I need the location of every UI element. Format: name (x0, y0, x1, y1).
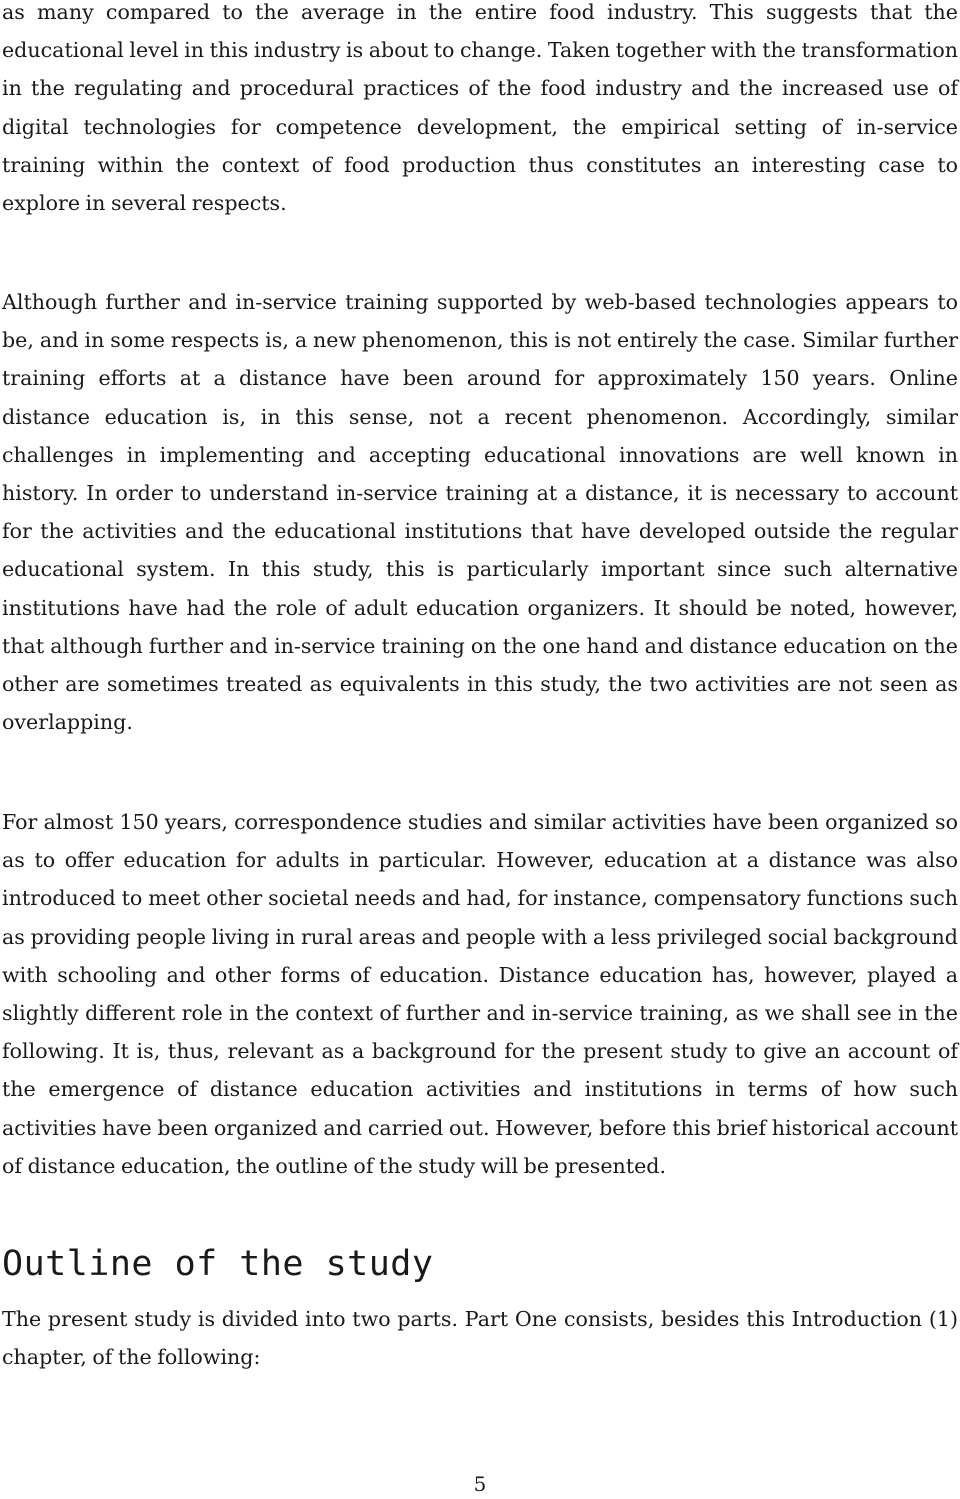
section-heading: Outline of the study (2, 1244, 434, 1284)
body-paragraph: Although further and in-service training supported by web-based technologies appears to be, and in some respects is, a new phenomenon, this is not entirely the case. Similar further training efforts at a distance have been around for approximately 150 years. Online distance education is, in this sense, not a recent phenomenon. Accordingly, similar challenges in implementing and accepting educational innovations are well known in history. In order to understand in-service training at a distance, it is necessary to account for the activities and the educational institutions that have developed outside the regular educational system. In this study, this is particularly important since such alternative institutions have had the role of adult education organizers. It should be noted, however, that although further and in-service training on the one hand and distance education on the other are sometimes treated as equivalents in this study, the two activities are not seen as overlapping. (2, 290, 958, 735)
body-paragraph: as many compared to the average in the entire food industry. This suggests that the educational level in this industry is about to change. Taken together with the transformation in the regulating and procedural practices of the food industry and the increased use of digital technologies for competence development, the empirical setting of in-service training within the context of food production thus constitutes an interesting case to explore in several respects. (2, 0, 958, 216)
body-paragraph: For almost 150 years, correspondence studies and similar activities have been organized so as to offer education for adults in particular. However, education at a distance was also introduced to meet other societal needs and had, for instance, compensatory functions such as providing people living in rural areas and people with a less privileged social background with schooling and other forms of education. Distance education has, however, played a slightly different role in the context of further and in-service training, as we shall see in the following. It is, thus, relevant as a background for the present study to give an account of the emergence of distance education activities and institutions in terms of how such activities have been organized and carried out. However, before this brief historical account of distance education, the outline of the study will be presented. (2, 810, 958, 1178)
page-number: 5 (473, 1472, 487, 1496)
section-paragraph: The present study is divided into two parts. Part One consists, besides this Introduction (1) chapter, of the following: (2, 1307, 958, 1370)
